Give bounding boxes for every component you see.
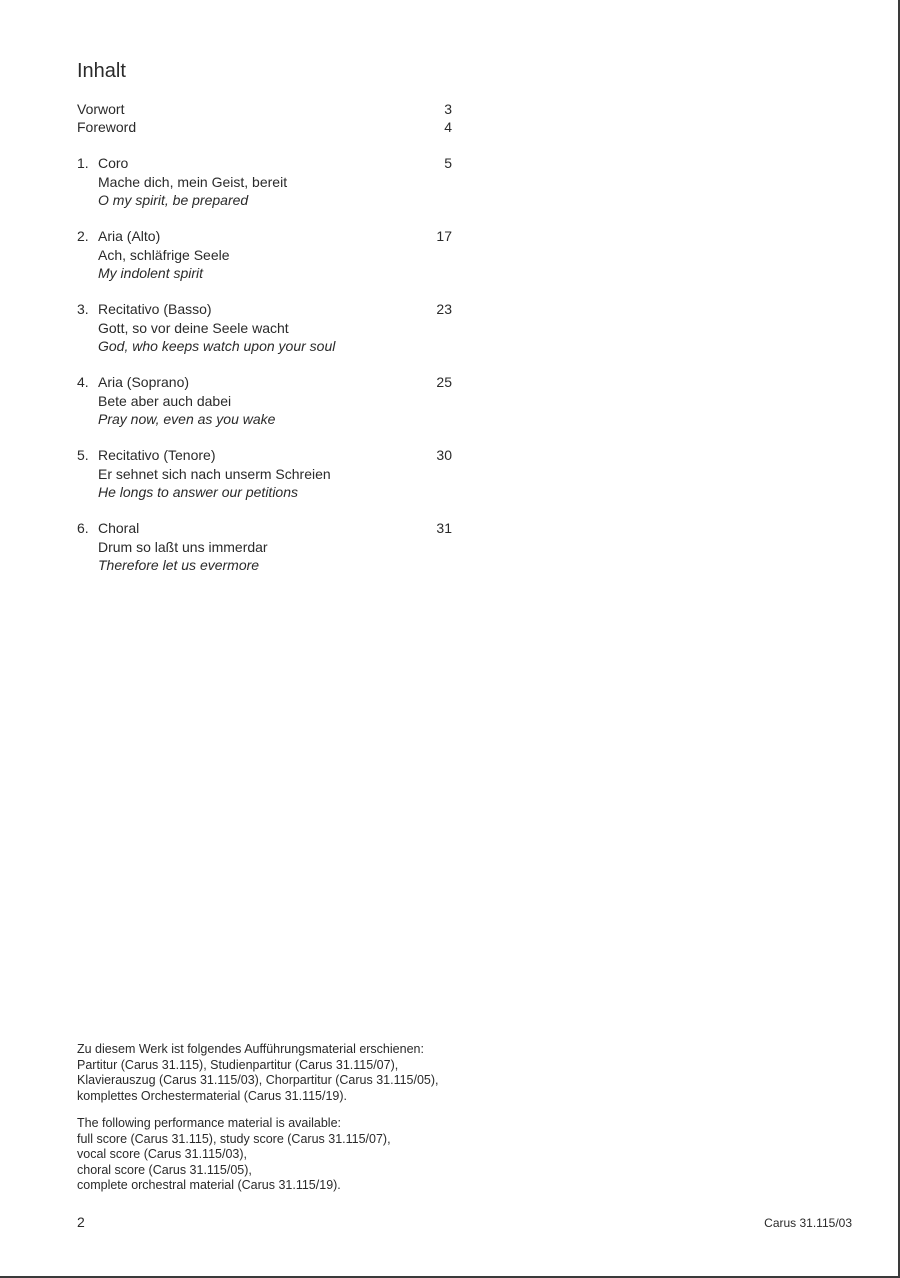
movement-german-text: Bete aber auch dabei xyxy=(98,392,232,409)
preface-label: Vorwort xyxy=(77,101,125,117)
material-line: Partitur (Carus 31.115), Studienpartitur (Carus 31.115/07), xyxy=(77,1057,399,1072)
movement-number: 3. xyxy=(77,301,89,317)
movement-page: 25 xyxy=(436,374,452,390)
material-line: full score (Carus 31.115), study score (Carus 31.115/07), xyxy=(77,1131,391,1146)
material-line: The following performance material is available: xyxy=(77,1116,342,1130)
material-line: Zu diesem Werk ist folgendes Aufführungsmaterial erschienen: xyxy=(77,1042,424,1056)
movement-german-text: Ach, schläfrige Seele xyxy=(98,246,230,263)
movement-title: Choral xyxy=(98,520,140,536)
preface-page: 3 xyxy=(444,101,452,117)
movement-entry xyxy=(77,227,452,283)
movement-number: 6. xyxy=(77,520,89,536)
material-line: complete orchestral material (Carus 31.115/19). xyxy=(77,1178,341,1192)
material-line: komplettes Orchestermaterial (Carus 31.115/19). xyxy=(77,1088,348,1103)
movement-entry xyxy=(77,373,452,429)
movement-entry xyxy=(77,300,452,356)
preface-entry xyxy=(77,118,452,136)
movement-german-text: Gott, so vor deine Seele wacht xyxy=(98,319,289,336)
page-title: Inhalt xyxy=(77,60,126,82)
movement-german-text: Drum so laßt uns immerdar xyxy=(98,538,268,555)
movement-entry xyxy=(77,519,452,575)
movement-english-text: He longs to answer our petitions xyxy=(98,484,298,500)
movement-number: 1. xyxy=(77,155,89,171)
material-line: choral score (Carus 31.115/05), xyxy=(77,1162,252,1177)
preface-entry xyxy=(77,100,452,118)
material-line: vocal score (Carus 31.115/03), xyxy=(77,1147,247,1161)
preface-page: 4 xyxy=(444,119,452,135)
movement-page: 5 xyxy=(444,155,452,171)
movement-entry xyxy=(77,446,452,502)
movement-title: Coro xyxy=(98,155,129,171)
movement-page: 23 xyxy=(436,301,452,317)
movement-page: 30 xyxy=(436,447,452,463)
material-line: Klavierauszug (Carus 31.115/03), Chorpartitur (Carus 31.115/05), xyxy=(77,1073,439,1087)
preface-label: Foreword xyxy=(77,119,137,135)
catalog-number: Carus 31.115/03 xyxy=(764,1216,852,1230)
performance-material-german xyxy=(77,1042,497,1104)
movement-number: 2. xyxy=(77,228,89,244)
movement-english-text: Therefore let us evermore xyxy=(98,557,260,573)
movement-entry xyxy=(77,154,452,210)
performance-material-english xyxy=(77,1116,497,1194)
movement-title: Aria (Alto) xyxy=(98,228,161,244)
movement-english-text: O my spirit, be prepared xyxy=(98,192,249,208)
movement-page: 31 xyxy=(436,520,452,536)
movement-english-text: God, who keeps watch upon your soul xyxy=(98,338,336,354)
movement-german-text: Mache dich, mein Geist, bereit xyxy=(98,173,288,190)
movement-english-text: Pray now, even as you wake xyxy=(98,411,276,427)
movement-title: Aria (Soprano) xyxy=(98,374,190,390)
movement-number: 5. xyxy=(77,447,89,463)
movement-title: Recitativo (Tenore) xyxy=(98,447,216,463)
movement-english-text: My indolent spirit xyxy=(98,265,204,281)
page-number: 2 xyxy=(77,1214,85,1230)
movement-german-text: Er sehnet sich nach unserm Schreien xyxy=(98,465,331,482)
movement-title: Recitativo (Basso) xyxy=(98,301,212,317)
movement-page: 17 xyxy=(436,228,452,244)
movement-number: 4. xyxy=(77,374,89,390)
